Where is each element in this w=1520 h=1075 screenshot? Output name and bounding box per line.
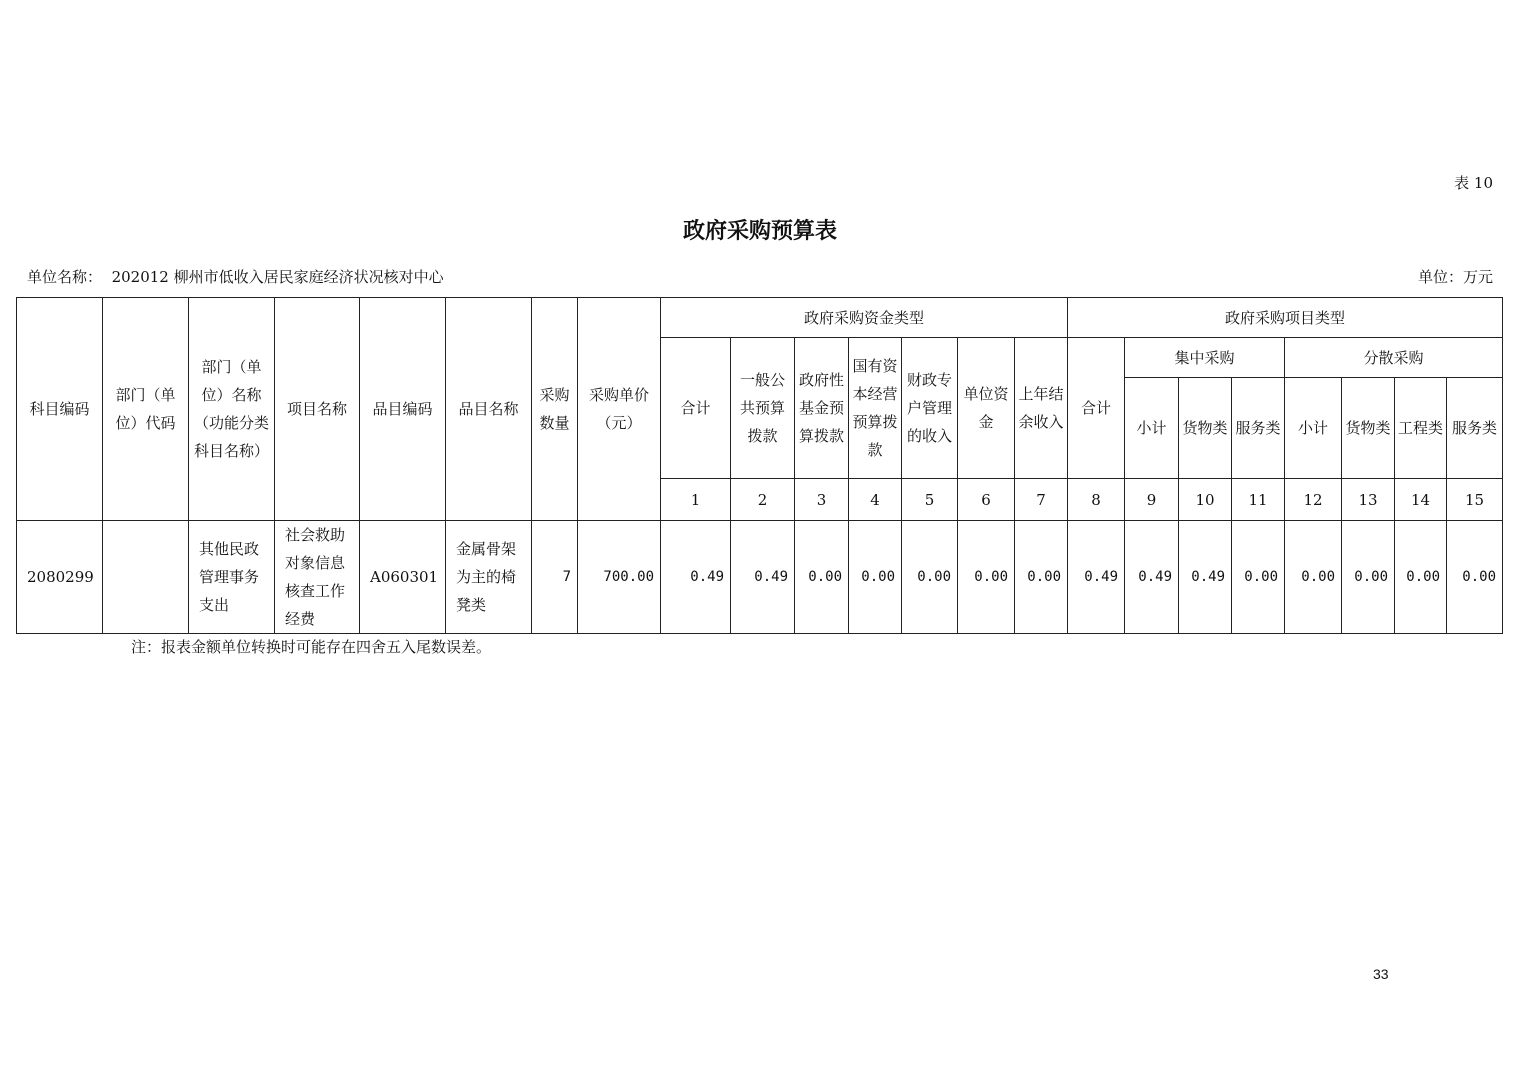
header-d-service: 服务类 [1447, 378, 1503, 479]
procurement-budget-table [16, 297, 1503, 634]
cell-value: 0.00 [1447, 521, 1503, 634]
unit-name-line [27, 266, 444, 287]
cell-value: 0.00 [1285, 521, 1342, 634]
col-number: 10 [1179, 479, 1232, 521]
header-c-service: 服务类 [1232, 378, 1285, 479]
table-row [17, 521, 1503, 634]
col-number: 12 [1285, 479, 1342, 521]
header-unit-fund: 单位资金 [958, 338, 1015, 479]
header-quantity: 采购数量 [532, 298, 578, 521]
header-project-name: 项目名称 [275, 298, 360, 521]
cell-value: 0.00 [1395, 521, 1447, 634]
col-number: 1 [661, 479, 731, 521]
header-d-subtotal: 小计 [1285, 378, 1342, 479]
header-item-code: 品目编码 [360, 298, 446, 521]
header-special-account: 财政专户管理的收入 [902, 338, 958, 479]
header-unit-price: 采购单价（元） [578, 298, 661, 521]
col-number: 11 [1232, 479, 1285, 521]
col-number: 5 [902, 479, 958, 521]
header-dept-code: 部门（单位）代码 [103, 298, 189, 521]
header-project-type-group: 政府采购项目类型 [1068, 298, 1503, 338]
cell-value: 0.49 [731, 521, 795, 634]
cell-unit-price: 700.00 [578, 521, 661, 634]
header-general-budget: 一般公共预算拨款 [731, 338, 795, 479]
cell-value: 0.00 [795, 521, 849, 634]
col-number: 8 [1068, 479, 1125, 521]
header-item-name: 品目名称 [446, 298, 532, 521]
header-decentralized: 分散采购 [1285, 338, 1503, 378]
footnote: 注：报表金额单位转换时可能存在四舍五入尾数误差。 [131, 638, 492, 656]
header-fund-total: 合计 [661, 338, 731, 479]
cell-item-code: A060301 [360, 521, 446, 634]
cell-value: 0.49 [661, 521, 731, 634]
col-number: 13 [1342, 479, 1395, 521]
page-number: 33 [1373, 966, 1389, 982]
cell-value: 0.49 [1125, 521, 1179, 634]
header-subject-code: 科目编码 [17, 298, 103, 521]
cell-dept-code [103, 521, 189, 634]
header-prev-balance: 上年结余收入 [1015, 338, 1068, 479]
currency-unit-label: 单位：万元 [1417, 268, 1493, 286]
col-number: 9 [1125, 479, 1179, 521]
unit-name-label: 单位名称： [27, 268, 103, 286]
col-number: 7 [1015, 479, 1068, 521]
col-number: 15 [1447, 479, 1503, 521]
header-proj-total: 合计 [1068, 338, 1125, 479]
cell-value: 0.00 [1015, 521, 1068, 634]
header-d-works: 工程类 [1395, 378, 1447, 479]
header-gov-fund: 政府性基金预算拨款 [795, 338, 849, 479]
col-number: 6 [958, 479, 1015, 521]
cell-value: 0.00 [849, 521, 902, 634]
cell-project-name: 社会救助对象信息核查工作经费 [275, 521, 360, 634]
header-d-goods: 货物类 [1342, 378, 1395, 479]
header-dept-name: 部门（单位）名称（功能分类科目名称） [189, 298, 275, 521]
header-fund-type-group: 政府采购资金类型 [661, 298, 1068, 338]
cell-value: 0.00 [1342, 521, 1395, 634]
cell-subject-code: 2080299 [17, 521, 103, 634]
cell-value: 0.49 [1179, 521, 1232, 634]
col-number: 4 [849, 479, 902, 521]
table-number: 表 10 [1454, 174, 1493, 192]
cell-dept-name: 其他民政管理事务支出 [189, 521, 275, 634]
cell-value: 0.00 [1232, 521, 1285, 634]
cell-item-name: 金属骨架为主的椅凳类 [446, 521, 532, 634]
col-number: 3 [795, 479, 849, 521]
page-title: 政府采购预算表 [682, 218, 837, 244]
header-c-goods: 货物类 [1179, 378, 1232, 479]
unit-name-value: 202012 柳州市低收入居民家庭经济状况核对中心 [111, 268, 444, 286]
col-number: 14 [1395, 479, 1447, 521]
cell-value: 0.00 [902, 521, 958, 634]
col-number: 2 [731, 479, 795, 521]
header-c-subtotal: 小计 [1125, 378, 1179, 479]
header-centralized: 集中采购 [1125, 338, 1285, 378]
header-state-capital: 国有资本经营预算拨款 [849, 338, 902, 479]
cell-quantity: 7 [532, 521, 578, 634]
cell-value: 0.00 [958, 521, 1015, 634]
cell-value: 0.49 [1068, 521, 1125, 634]
